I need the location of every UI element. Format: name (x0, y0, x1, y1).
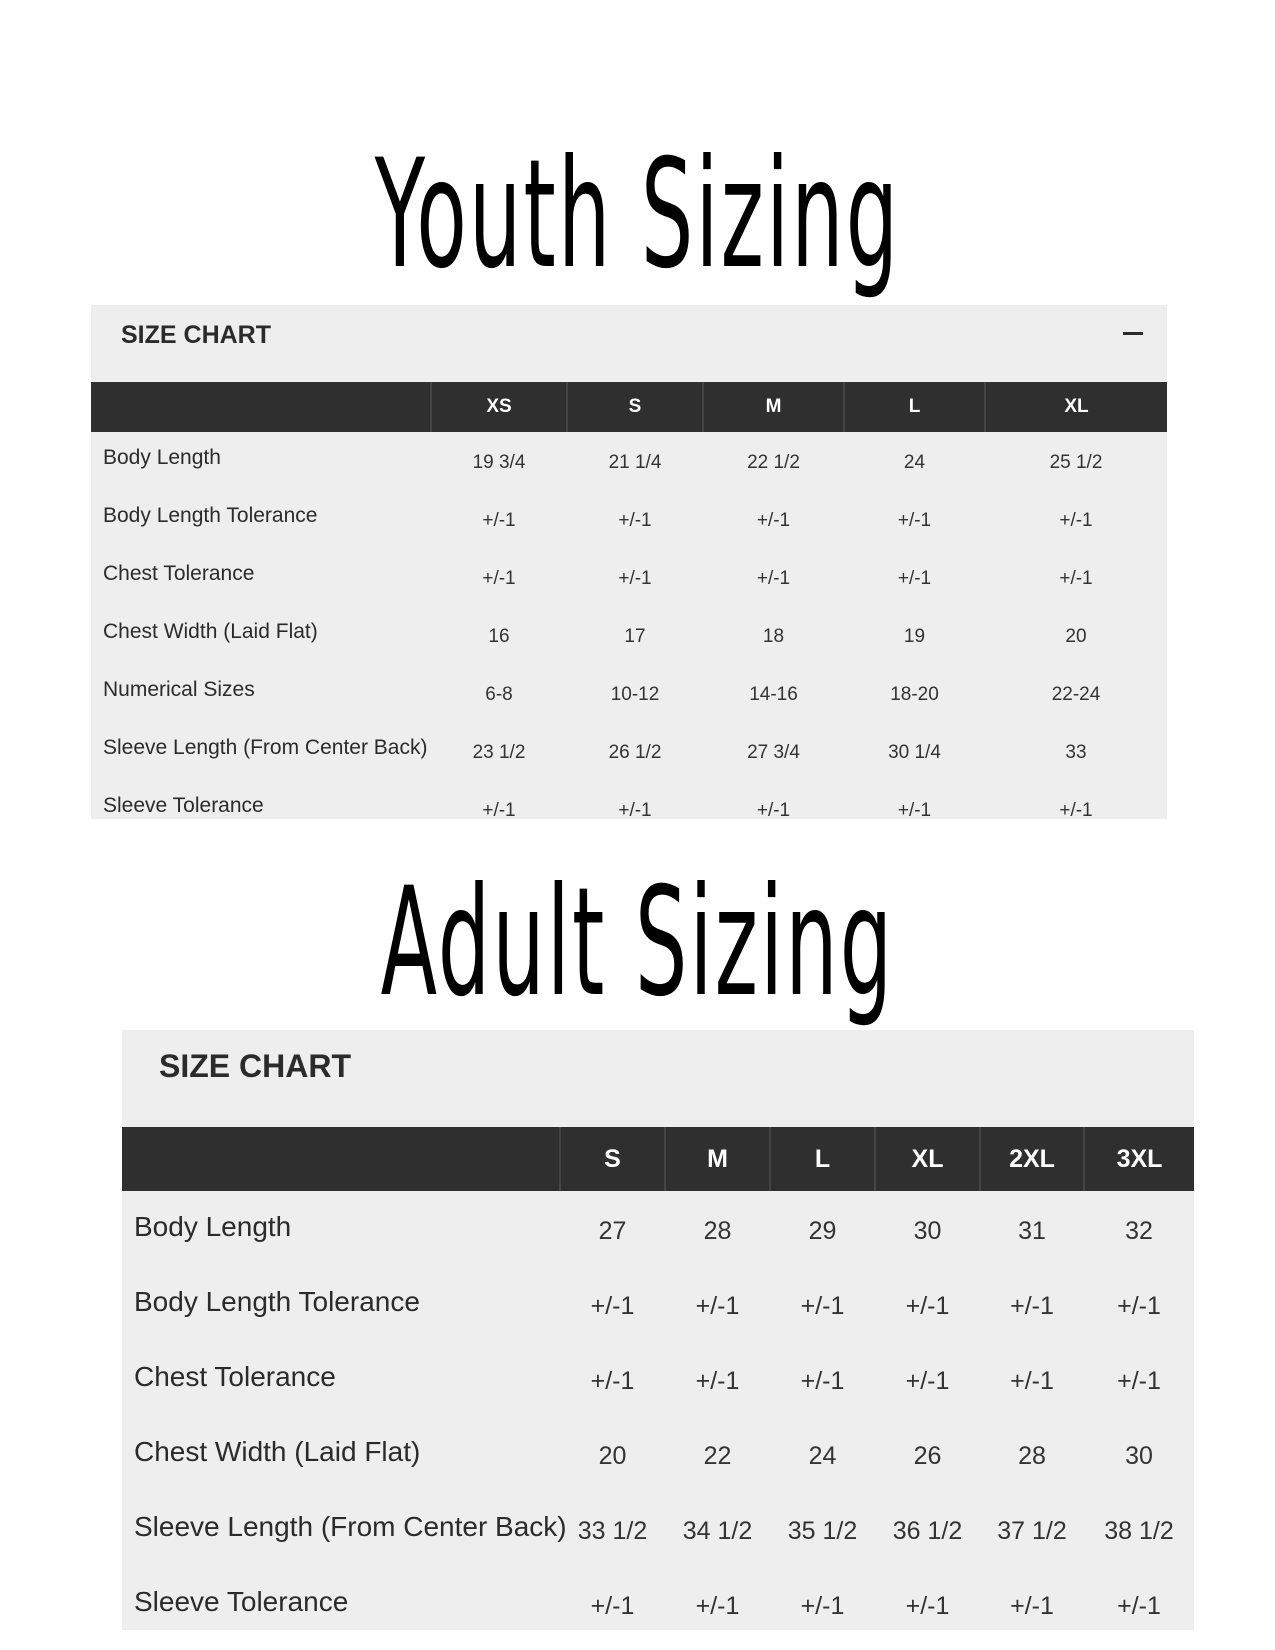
minus-icon[interactable] (1123, 332, 1143, 335)
adult-size-chart-heading: SIZE CHART (159, 1048, 351, 1084)
adult-row-label: Body Length (134, 1211, 292, 1242)
adult-table-cell: 22 (703, 1442, 732, 1470)
adult-table-cell: +/-1 (1010, 1292, 1054, 1320)
adult-table-cell: +/-1 (590, 1592, 635, 1620)
youth-row-label: Chest Width (Laid Flat) (103, 620, 318, 643)
adult-table-cell: 33 1/2 (577, 1517, 648, 1545)
youth-size-chart-heading[interactable]: SIZE CHART (121, 321, 271, 349)
adult-row-label: Sleeve Tolerance (134, 1586, 349, 1617)
youth-table-cell: +/-1 (756, 568, 791, 589)
youth-row-label: Chest Tolerance (103, 562, 255, 585)
youth-table-cell: 18-20 (890, 684, 939, 705)
youth-col-header: XS (431, 382, 567, 432)
adult-table-row (122, 1416, 1194, 1491)
youth-row-label: Body Length (103, 446, 221, 469)
youth-table-cell: 27 3/4 (747, 742, 800, 763)
adult-table-cell: +/-1 (800, 1367, 845, 1395)
youth-table-cell: 33 (1065, 742, 1087, 763)
adult-col-header: XL (875, 1127, 980, 1191)
adult-table-cell: +/-1 (800, 1292, 845, 1320)
youth-table-cell: 17 (624, 626, 646, 647)
adult-table-cell: 24 (808, 1442, 837, 1470)
youth-table-cell: 16 (488, 626, 510, 647)
adult-table-cell: 30 (913, 1217, 942, 1245)
youth-col-header: XL (985, 382, 1167, 432)
adult-table-cell: 37 1/2 (997, 1517, 1067, 1545)
adult-table-cell: +/-1 (1117, 1592, 1161, 1620)
youth-row-label: Sleeve Length (From Center Back) (103, 736, 428, 759)
youth-table-cell: 30 1/4 (888, 742, 941, 763)
youth-table-cell: +/-1 (618, 510, 652, 531)
adult-table-row (122, 1266, 1194, 1341)
adult-table-cell: 26 (913, 1442, 942, 1470)
adult-size-table (122, 1127, 1194, 1630)
youth-col-header: L (844, 382, 985, 432)
youth-table-cell: +/-1 (897, 510, 932, 531)
youth-size-table (91, 382, 1167, 819)
adult-table-cell: +/-1 (695, 1592, 740, 1620)
youth-table-cell: 22 1/2 (747, 452, 800, 473)
adult-table-cell: 32 (1125, 1217, 1153, 1245)
youth-table-cell: 21 1/4 (608, 452, 662, 473)
youth-size-chart-panel (91, 305, 1167, 819)
youth-table-cell: +/-1 (1059, 568, 1093, 589)
youth-table-cell: 22-24 (1051, 684, 1101, 705)
adult-table-cell: 29 (808, 1217, 837, 1245)
youth-row-label: Sleeve Tolerance (103, 794, 264, 817)
youth-table-cell: 20 (1065, 626, 1087, 647)
youth-table-row (91, 722, 1167, 780)
youth-table-cell: 25 1/2 (1049, 452, 1103, 473)
youth-table-cell: +/-1 (482, 568, 516, 589)
adult-table-cell: 36 1/2 (892, 1517, 963, 1545)
youth-table-cell: 26 1/2 (608, 742, 662, 763)
youth-table-cell: 24 (903, 452, 926, 473)
youth-table-cell: +/-1 (756, 800, 791, 819)
adult-row-label: Chest Width (Laid Flat) (134, 1436, 421, 1467)
youth-table-cell: +/-1 (1059, 510, 1093, 531)
adult-table-cell: 38 1/2 (1104, 1517, 1174, 1545)
youth-table-cell: 10-12 (610, 684, 660, 705)
adult-table-cell: +/-1 (1010, 1367, 1054, 1395)
youth-table-cell: +/-1 (618, 800, 652, 819)
adult-col-header: S (560, 1127, 665, 1191)
adult-table-cell: 28 (1018, 1442, 1046, 1470)
youth-table-cell: +/-1 (618, 568, 652, 589)
adult-table-cell: +/-1 (905, 1367, 950, 1395)
youth-table-cell: 19 3/4 (472, 452, 526, 473)
adult-table-row (122, 1566, 1194, 1630)
adult-table-cell: +/-1 (905, 1592, 950, 1620)
adult-table-cell: +/-1 (695, 1367, 740, 1395)
adult-table-cell: 20 (598, 1442, 627, 1470)
adult-table-cell: +/-1 (695, 1292, 740, 1320)
youth-table-row (91, 780, 1167, 819)
youth-header-row (91, 382, 1167, 432)
youth-table-row (91, 490, 1167, 548)
youth-row-label: Body Length Tolerance (103, 504, 318, 527)
adult-table-cell: +/-1 (590, 1367, 635, 1395)
adult-col-header: 2XL (980, 1127, 1084, 1191)
adult-table-cell: +/-1 (905, 1292, 950, 1320)
youth-table-cell: +/-1 (1059, 800, 1093, 819)
youth-table-cell: 6-8 (485, 684, 513, 705)
youth-col-header: M (703, 382, 844, 432)
adult-table-row (122, 1491, 1194, 1566)
youth-table-row (91, 606, 1167, 664)
adult-table-cell: +/-1 (800, 1592, 845, 1620)
youth-table-cell: +/-1 (482, 800, 516, 819)
adult-table-cell: 35 1/2 (787, 1517, 858, 1545)
youth-table-cell: 14-16 (749, 684, 798, 705)
adult-table-cell: 28 (703, 1217, 732, 1245)
adult-header-row (122, 1127, 1194, 1191)
youth-table-cell: 23 1/2 (472, 742, 526, 763)
youth-sizing-title: Youth Sizing (374, 128, 901, 302)
adult-row-label: Body Length Tolerance (134, 1286, 420, 1317)
adult-sizing-title: Adult Sizing (380, 856, 895, 1030)
youth-table-cell: +/-1 (482, 510, 516, 531)
adult-table-cell: 27 (598, 1217, 627, 1245)
adult-col-header: L (770, 1127, 875, 1191)
adult-header-blank (122, 1127, 560, 1191)
adult-row-label: Chest Tolerance (134, 1361, 336, 1392)
adult-size-chart-panel (122, 1030, 1194, 1630)
adult-table-cell: 34 1/2 (682, 1517, 753, 1545)
youth-table-row (91, 664, 1167, 722)
adult-table-cell: +/-1 (1117, 1292, 1161, 1320)
adult-table-cell: +/-1 (1010, 1592, 1054, 1620)
youth-table-row (91, 432, 1167, 490)
adult-col-header: 3XL (1084, 1127, 1194, 1191)
adult-table-cell: 30 (1125, 1442, 1153, 1470)
adult-row-label: Sleeve Length (From Center Back) (134, 1511, 567, 1542)
adult-table-cell: 31 (1018, 1217, 1046, 1245)
youth-col-header: S (567, 382, 703, 432)
adult-table-row (122, 1191, 1194, 1266)
adult-table-row (122, 1341, 1194, 1416)
youth-table-cell: +/-1 (897, 800, 932, 819)
youth-header-blank (91, 382, 431, 432)
youth-table-cell: +/-1 (897, 568, 932, 589)
youth-table-cell: 19 (903, 626, 926, 647)
adult-col-header: M (665, 1127, 770, 1191)
youth-table-row (91, 548, 1167, 606)
adult-table-cell: +/-1 (1117, 1367, 1161, 1395)
youth-table-cell: +/-1 (756, 510, 791, 531)
youth-row-label: Numerical Sizes (103, 678, 255, 701)
youth-table-cell: 18 (762, 626, 785, 647)
adult-table-cell: +/-1 (590, 1292, 635, 1320)
